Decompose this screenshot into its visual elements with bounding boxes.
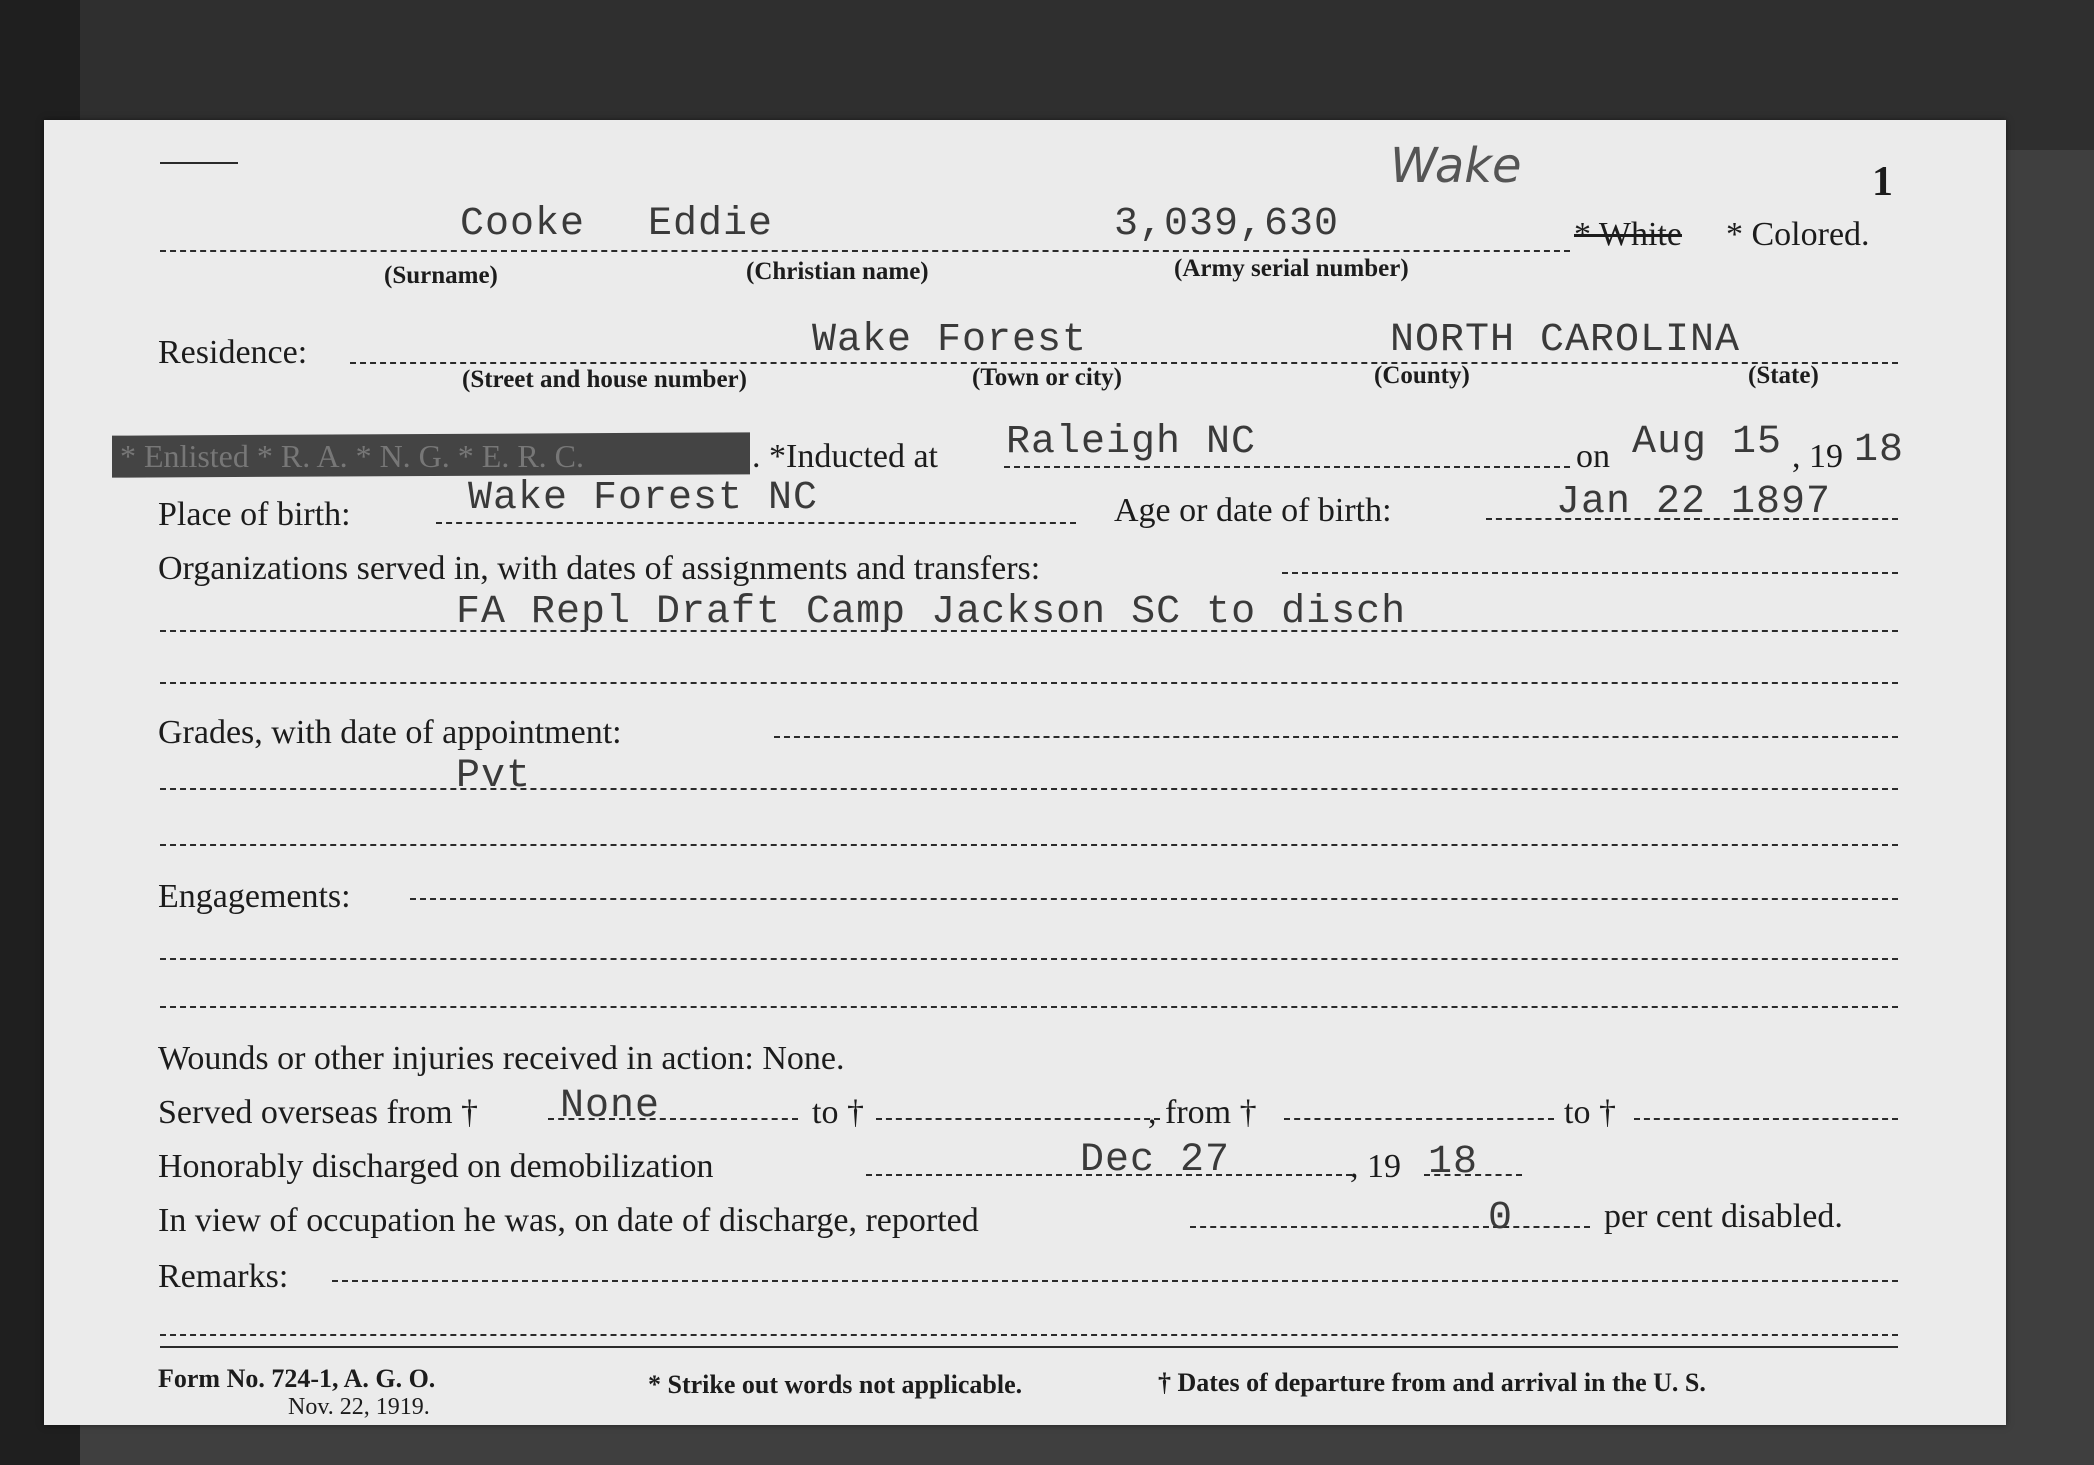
disability-line [1190,1226,1590,1228]
caption-christian: (Christian name) [746,258,929,285]
form-date: Nov. 22, 1919. [288,1394,430,1420]
remarks-line-2 [160,1334,1898,1336]
place-of-birth-value: Wake Forest NC [468,476,819,521]
overseas-from-value: None [560,1084,661,1129]
organizations-entry: FA Repl Draft Camp Jackson SC to disch [456,590,1407,635]
inducted-label: . *Inducted at [752,438,938,475]
inducted-year: 18 [1854,428,1905,473]
engagements-line-2 [160,958,1898,960]
overseas-to2-label: to † [1564,1094,1616,1131]
grades-line-2 [160,788,1898,790]
discharge-label: Honorably discharged on demobilization [158,1148,714,1185]
race-white: * White [1574,216,1682,253]
strike-note: * Strike out words not applicable. [648,1370,1023,1399]
form-number: Form No. 724-1, A. G. O. [158,1364,436,1393]
overseas-from2-line [1284,1118,1554,1120]
redacted-enlistment-options: * Enlisted * R. A. * N. G. * E. R. C. [120,438,585,474]
overseas-to-line [876,1118,1160,1120]
place-of-birth-label: Place of birth: [158,496,351,533]
discharge-year-prefix: , 19 [1350,1148,1401,1185]
caption-county: (County) [1374,362,1470,389]
overseas-from-line [548,1118,798,1120]
caption-street: (Street and house number) [462,366,747,393]
disability-suffix: per cent disabled. [1604,1198,1843,1235]
residence-state: NORTH CAROLINA [1390,318,1741,363]
inducted-on-label: on [1576,438,1610,475]
date-of-birth-line [1486,518,1898,520]
place-of-birth-line [436,522,1076,524]
christian-name-value: Eddie [648,202,774,247]
inducted-year-prefix: , 19 [1792,438,1843,475]
grades-entry: Pvt [456,754,532,799]
overseas-to2-line [1634,1118,1898,1120]
disability-label: In view of occupation he was, on date of discharge, reported [158,1202,979,1239]
discharge-date: Dec 27 [1080,1138,1231,1183]
date-of-birth-value: Jan 22 1897 [1556,480,1832,525]
residence-line [350,362,1898,364]
residence-town: Wake Forest [812,318,1088,363]
inducted-date: Aug 15 [1632,420,1783,465]
organizations-label: Organizations served in, with dates of assignments and transfers: [158,550,1041,587]
engagements-label: Engagements: [158,878,351,915]
overseas-from-label: Served overseas from † [158,1094,479,1131]
grades-label: Grades, with date of appointment: [158,714,622,751]
caption-town: (Town or city) [972,364,1122,391]
caption-surname: (Surname) [384,262,498,289]
top-rule [160,162,238,164]
organizations-line-1 [1282,572,1898,574]
county-handwritten-note: Wake [1390,138,1522,194]
organizations-line-2 [160,630,1898,632]
overseas-from2-label: , from † [1148,1094,1257,1131]
remarks-label: Remarks: [158,1258,289,1295]
card-number: 1 [1872,159,1893,205]
race-colored: * Colored. [1726,216,1870,253]
caption-state: (State) [1748,362,1819,389]
overseas-to-label: to † [812,1094,864,1131]
discharge-year-line [1424,1174,1522,1176]
engagements-line-3 [160,1006,1898,1008]
footer-rule [160,1346,1898,1348]
date-of-birth-label: Age or date of birth: [1114,492,1392,529]
serial-number-value: 3,039,630 [1114,202,1340,247]
name-line [160,250,1570,252]
wounds-label: Wounds or other injuries received in action: None. [158,1040,845,1077]
discharge-year: 18 [1428,1140,1479,1185]
inducted-line [1004,466,1570,468]
engagements-line-1 [410,898,1898,900]
residence-label: Residence: [158,334,308,371]
grades-line-1 [774,736,1898,738]
dates-note: † Dates of departure from and arrival in the U. S. [1158,1368,1706,1397]
discharge-line [866,1174,1352,1176]
inducted-place: Raleigh NC [1006,420,1257,465]
caption-serial: (Army serial number) [1174,255,1409,282]
remarks-line-1 [332,1280,1898,1282]
disability-percent: 0 [1488,1196,1514,1241]
grades-line-3 [160,844,1898,846]
surname-value: Cooke [460,202,586,247]
organizations-line-3 [160,682,1898,684]
